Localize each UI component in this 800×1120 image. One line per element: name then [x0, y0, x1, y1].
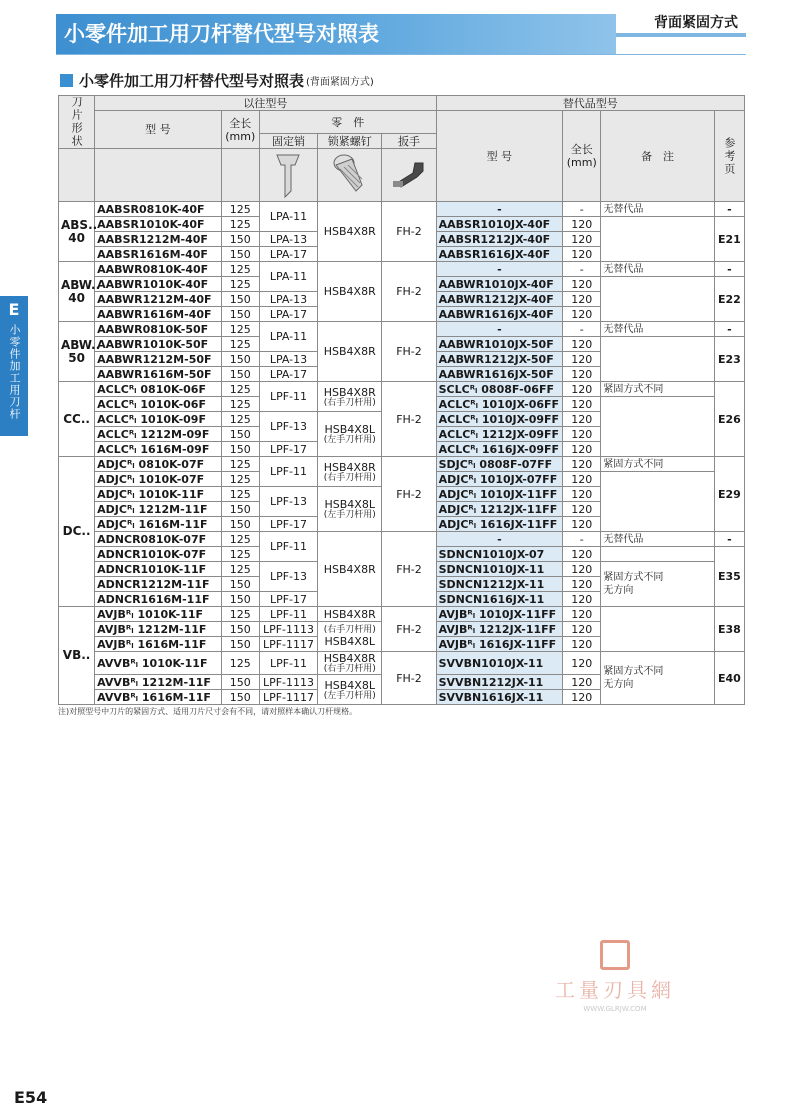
new-length: 120 — [563, 217, 601, 232]
screw-value — [318, 675, 382, 705]
old-length: 150 — [221, 292, 259, 307]
wrench-value: FH-2 — [382, 382, 436, 457]
new-length: 120 — [563, 292, 601, 307]
new-length: 120 — [563, 517, 601, 532]
pin-value: LPF-17 — [259, 517, 317, 532]
old-model: AVJBᴿₗ 1212M-11F — [95, 622, 222, 637]
old-length: 150 — [221, 637, 259, 652]
screw-text: HSB4X8R — [323, 562, 376, 576]
old-length: 150 — [221, 442, 259, 457]
new-length: 120 — [563, 307, 601, 322]
new-length: 120 — [563, 427, 601, 442]
new-model: AVJBᴿₗ 1010JX-11FF — [436, 607, 563, 622]
old-model: ADNCR1010K-11F — [95, 562, 222, 577]
screw-text: HSB4X8L — [324, 634, 375, 648]
old-model: AABWR1010K-50F — [95, 337, 222, 352]
old-model: ADNCR1010K-07F — [95, 547, 222, 562]
new-model: SDJCᴿₗ 0808F-07FF — [436, 457, 563, 472]
screw-text: (右手刀杆用) — [323, 397, 376, 408]
new-model: AABWR1616JX-50F — [436, 367, 563, 382]
old-length: 150 — [221, 690, 259, 705]
screw-value — [318, 622, 382, 652]
new-model: - — [436, 322, 563, 337]
new-model: ACLCᴿₗ 1212JX-09FF — [436, 427, 563, 442]
new-model: SCLCᴿₗ 0808F-06FF — [436, 382, 563, 397]
screw-text: (右手刀杆用) — [323, 664, 376, 674]
old-model: AVJBᴿₗ 1616M-11F — [95, 637, 222, 652]
old-model: ACLCᴿₗ 1010K-06F — [95, 397, 222, 412]
watermark-url: WWW.GLRJW.COM — [583, 1005, 647, 1013]
new-length: - — [563, 262, 601, 277]
new-length: 120 — [563, 232, 601, 247]
side-tab-letter: E — [8, 300, 20, 319]
new-length: 120 — [563, 675, 601, 690]
screw-value — [318, 262, 382, 322]
old-model: ADNCR0810K-07F — [95, 532, 222, 547]
old-length: 125 — [221, 202, 259, 217]
new-model: - — [436, 262, 563, 277]
old-model: AABSR1616M-40F — [95, 247, 222, 262]
new-model: AVJBᴿₗ 1616JX-11FF — [436, 637, 563, 652]
old-length: 150 — [221, 675, 259, 690]
screw-text: HSB4X8R — [323, 607, 376, 621]
new-length: 120 — [563, 397, 601, 412]
table-row — [59, 322, 745, 337]
old-length: 150 — [221, 577, 259, 592]
new-length: - — [563, 532, 601, 547]
new-length: 120 — [563, 487, 601, 502]
old-length: 150 — [221, 232, 259, 247]
wrench-value: FH-2 — [382, 322, 436, 382]
new-length: 120 — [563, 607, 601, 622]
old-length: 125 — [221, 487, 259, 502]
old-model: ACLCᴿₗ 1212M-09F — [95, 427, 222, 442]
header-wrench: 扳手 — [382, 134, 436, 149]
pin-value: LPA-11 — [259, 262, 317, 292]
remark: 无替代品 — [601, 532, 714, 547]
screw-text: HSB4X8R — [323, 225, 376, 238]
old-model: AABSR0810K-40F — [95, 202, 222, 217]
old-length: 125 — [221, 652, 259, 675]
new-model: ACLCᴿₗ 1616JX-09FF — [436, 442, 563, 457]
old-model: AVVBᴿₗ 1010K-11F — [95, 652, 222, 675]
old-model: AABSR1212M-40F — [95, 232, 222, 247]
table-row — [59, 202, 745, 217]
new-length: 120 — [563, 547, 601, 562]
remark: 无替代品 — [601, 262, 714, 277]
old-length: 125 — [221, 562, 259, 577]
remark — [601, 547, 714, 562]
pin-value: LPF-13 — [259, 562, 317, 592]
pin-value: LPF-1117 — [259, 637, 317, 652]
remark — [601, 337, 714, 382]
table-row — [59, 607, 745, 622]
table-row — [59, 382, 745, 397]
remark — [601, 217, 714, 262]
old-length: 125 — [221, 382, 259, 397]
watermark-text: 工量刃具網 — [555, 978, 675, 1002]
header-new-models: 替代品型号 — [436, 96, 744, 111]
header-screw-image — [318, 149, 382, 202]
old-model: ACLCᴿₗ 1616M-09F — [95, 442, 222, 457]
new-length: 120 — [563, 592, 601, 607]
pin-value: LPA-11 — [259, 322, 317, 352]
old-length: 150 — [221, 622, 259, 637]
wrench-value: FH-2 — [382, 262, 436, 322]
new-length: 120 — [563, 637, 601, 652]
table-row — [59, 532, 745, 547]
pin-value: LPF-11 — [259, 607, 317, 622]
screw-text: (右手刀杆用) — [323, 624, 376, 635]
header-length: 全长 (mm) — [221, 111, 259, 149]
blade-group-abw40: ABW.. 40 — [59, 262, 95, 322]
screw-value — [318, 412, 382, 457]
old-length: 125 — [221, 547, 259, 562]
new-length: 120 — [563, 247, 601, 262]
old-model: ADNCR1212M-11F — [95, 577, 222, 592]
new-model: AABWR1212JX-50F — [436, 352, 563, 367]
new-model: SDNCN1010JX-07 — [436, 547, 563, 562]
ref-page: E22 — [714, 277, 744, 322]
ref-page: - — [714, 322, 744, 337]
old-model: ADJCᴿₗ 1010K-07F — [95, 472, 222, 487]
old-length: 125 — [221, 277, 259, 292]
new-model: AABWR1212JX-40F — [436, 292, 563, 307]
header-divider — [56, 54, 746, 55]
old-length: 150 — [221, 247, 259, 262]
page-number: E54 — [14, 1088, 48, 1107]
wrench-icon — [389, 155, 429, 195]
header-remarks: 备 注 — [601, 111, 714, 202]
old-model: AABWR1616M-40F — [95, 307, 222, 322]
ref-page: E21 — [714, 217, 744, 262]
new-length: 120 — [563, 622, 601, 637]
ref-page: E40 — [714, 652, 744, 705]
blade-group-cc: CC.. — [59, 382, 95, 457]
ref-page: E23 — [714, 337, 744, 382]
old-length: 125 — [221, 322, 259, 337]
header-blank — [59, 149, 95, 202]
section-heading — [60, 70, 374, 91]
pin-value: LPF-1113 — [259, 675, 317, 690]
wrench-value: FH-2 — [382, 532, 436, 607]
wrench-value: FH-2 — [382, 607, 436, 652]
ref-page: - — [714, 202, 744, 217]
screw-value — [318, 487, 382, 532]
table-row — [59, 457, 745, 472]
new-model: SVVBN1616JX-11 — [436, 690, 563, 705]
screw-text: HSB4X8L — [324, 678, 375, 692]
ref-page: E26 — [714, 382, 744, 457]
header-length-new: 全长 (mm) — [563, 111, 601, 202]
pin-value: LPF-11 — [259, 457, 317, 487]
old-length: 150 — [221, 367, 259, 382]
old-length: 125 — [221, 607, 259, 622]
screw-value — [318, 457, 382, 487]
section-subtitle: (背面紧固方式) — [306, 77, 374, 88]
old-model: AVVBᴿₗ 1616M-11F — [95, 690, 222, 705]
pin-value: LPF-13 — [259, 487, 317, 517]
remark: 紧固方式不同 无方向 — [601, 562, 714, 607]
screw-value — [318, 652, 382, 675]
old-model: AVJBᴿₗ 1010K-11F — [95, 607, 222, 622]
remark: 紧固方式不同 — [601, 457, 714, 472]
new-model: ADJCᴿₗ 1010JX-11FF — [436, 487, 563, 502]
screw-text: HSB4X8R — [323, 652, 376, 665]
new-model: SDNCN1010JX-11 — [436, 562, 563, 577]
new-model: AABWR1010JX-40F — [436, 277, 563, 292]
screw-text: (右手刀杆用) — [323, 472, 376, 483]
blade-group-dc: DC.. — [59, 457, 95, 607]
header-blank — [221, 149, 259, 202]
pin-value: LPA-13 — [259, 232, 317, 247]
clamp-screw-icon — [330, 151, 370, 199]
old-model: ADJCᴿₗ 0810K-07F — [95, 457, 222, 472]
remark — [601, 277, 714, 322]
new-model: ACLCᴿₗ 1010JX-09FF — [436, 412, 563, 427]
new-model: SVVBN1010JX-11 — [436, 652, 563, 675]
new-model: AABSR1010JX-40F — [436, 217, 563, 232]
new-length: 120 — [563, 652, 601, 675]
new-length: 120 — [563, 472, 601, 487]
pin-value: LPA-17 — [259, 367, 317, 382]
screw-value — [318, 322, 382, 382]
new-model: SDNCN1212JX-11 — [436, 577, 563, 592]
watermark-logo-icon — [600, 940, 630, 970]
section-title: 小零件加工用刀杆替代型号对照表 — [79, 72, 305, 90]
new-model: ADJCᴿₗ 1616JX-11FF — [436, 517, 563, 532]
blade-group-abw50: ABW.. 50 — [59, 322, 95, 382]
ref-page: E35 — [714, 547, 744, 607]
old-length: 125 — [221, 412, 259, 427]
header-parts: 零 件 — [259, 111, 436, 134]
screw-text: HSB4X8R — [323, 285, 376, 298]
new-length: 120 — [563, 367, 601, 382]
old-model: AABWR0810K-40F — [95, 262, 222, 277]
old-model: ADNCR1616M-11F — [95, 592, 222, 607]
comparison-table — [58, 95, 745, 705]
screw-text: HSB4X8L — [324, 498, 375, 511]
old-model: AABWR1616M-50F — [95, 367, 222, 382]
old-length: 125 — [221, 337, 259, 352]
screw-text: (左手刀杆用) — [323, 435, 376, 445]
table-row — [59, 652, 745, 675]
ref-page: - — [714, 262, 744, 277]
old-model: ADJCᴿₗ 1212M-11F — [95, 502, 222, 517]
screw-text: (左手刀杆用) — [323, 690, 376, 701]
old-model: ACLCᴿₗ 1010K-09F — [95, 412, 222, 427]
old-length: 150 — [221, 427, 259, 442]
new-length: 120 — [563, 562, 601, 577]
header-pin-image — [259, 149, 317, 202]
old-length: 150 — [221, 307, 259, 322]
blade-group-abs: ABS.. 40 — [59, 202, 95, 262]
new-model: SDNCN1616JX-11 — [436, 592, 563, 607]
new-length: - — [563, 322, 601, 337]
screw-text: HSB4X8R — [323, 385, 376, 399]
header-ref-page: 参考页 — [714, 111, 744, 202]
new-model: AABSR1212JX-40F — [436, 232, 563, 247]
new-length: 120 — [563, 337, 601, 352]
old-model: ACLCᴿₗ 0810K-06F — [95, 382, 222, 397]
header-screw: 锁紧螺钉 — [318, 134, 382, 149]
pin-value: LPA-17 — [259, 247, 317, 262]
screw-text: HSB4X8L — [324, 423, 375, 436]
header-pin: 固定销 — [259, 134, 317, 149]
screw-value — [318, 202, 382, 262]
old-length: 150 — [221, 502, 259, 517]
pin-value: LPF-1113 — [259, 622, 317, 637]
old-model: AABWR1212M-50F — [95, 352, 222, 367]
page-title: 小零件加工用刀杆替代型号对照表 — [64, 22, 379, 46]
new-model: ADJCᴿₗ 1010JX-07FF — [436, 472, 563, 487]
wrench-value: FH-2 — [382, 202, 436, 262]
old-model: AVVBᴿₗ 1212M-11F — [95, 675, 222, 690]
footnote: 注)对照型号中刀片的紧固方式、适用刀片尺寸会有不同，请对照样本确认刀杆规格。 — [58, 707, 358, 716]
remark: 无替代品 — [601, 322, 714, 337]
watermark — [540, 940, 690, 1013]
new-model: AABWR1010JX-50F — [436, 337, 563, 352]
new-length: 120 — [563, 502, 601, 517]
new-model: AABWR1616JX-40F — [436, 307, 563, 322]
side-tab-text: 小零件加工用刀杆 — [8, 324, 21, 420]
new-length: - — [563, 202, 601, 217]
wrench-value: FH-2 — [382, 457, 436, 532]
new-model: AVJBᴿₗ 1212JX-11FF — [436, 622, 563, 637]
old-length: 125 — [221, 472, 259, 487]
pin-value: LPF-11 — [259, 532, 317, 562]
section-square-icon — [60, 74, 73, 87]
new-length: 120 — [563, 277, 601, 292]
header-category-label: 背面紧固方式 — [654, 15, 738, 31]
blade-group-vb: VB.. — [59, 607, 95, 705]
ref-page: E29 — [714, 457, 744, 532]
pin-value: LPA-13 — [259, 352, 317, 367]
screw-value — [318, 607, 382, 622]
remark — [601, 607, 714, 652]
remark — [601, 397, 714, 457]
old-length: 125 — [221, 457, 259, 472]
remark: 紧固方式不同 — [601, 382, 714, 397]
remark — [601, 472, 714, 532]
ref-page: E38 — [714, 607, 744, 652]
old-length: 150 — [221, 592, 259, 607]
new-length: 120 — [563, 382, 601, 397]
new-length: 120 — [563, 577, 601, 592]
screw-value — [318, 532, 382, 607]
pin-value: LPF-11 — [259, 652, 317, 675]
pin-value: LPF-1117 — [259, 690, 317, 705]
pin-value: LPF-17 — [259, 592, 317, 607]
header-wrench-image — [382, 149, 436, 202]
screw-text: HSB4X8R — [323, 345, 376, 358]
old-length: 150 — [221, 517, 259, 532]
remark: 紧固方式不同 无方向 — [601, 652, 714, 705]
old-model: ADJCᴿₗ 1616M-11F — [95, 517, 222, 532]
new-length: 120 — [563, 412, 601, 427]
old-model: AABWR1212M-40F — [95, 292, 222, 307]
table-row — [59, 262, 745, 277]
header-blade-type: 刀片形状 — [59, 96, 95, 149]
ref-page: - — [714, 532, 744, 547]
new-model: SVVBN1212JX-11 — [436, 675, 563, 690]
old-model: AABWR1010K-40F — [95, 277, 222, 292]
header-accent-line — [616, 33, 746, 37]
old-model: ADJCᴿₗ 1010K-11F — [95, 487, 222, 502]
new-model: - — [436, 202, 563, 217]
pin-value: LPF-17 — [259, 442, 317, 457]
header-bar — [0, 0, 800, 56]
old-length: 125 — [221, 217, 259, 232]
header-model: 型 号 — [95, 111, 222, 149]
screw-text: HSB4X8R — [323, 460, 376, 474]
old-length: 125 — [221, 262, 259, 277]
old-model: AABWR0810K-50F — [95, 322, 222, 337]
new-length: 120 — [563, 690, 601, 705]
old-model: AABSR1010K-40F — [95, 217, 222, 232]
pin-value: LPA-17 — [259, 307, 317, 322]
remark: 无替代品 — [601, 202, 714, 217]
fixing-pin-icon — [273, 151, 303, 199]
header-model-new: 型 号 — [436, 111, 563, 202]
header-old-models: 以往型号 — [95, 96, 436, 111]
new-model: - — [436, 532, 563, 547]
screw-value — [318, 382, 382, 412]
new-model: AABSR1616JX-40F — [436, 247, 563, 262]
new-length: 120 — [563, 352, 601, 367]
wrench-value: FH-2 — [382, 652, 436, 705]
old-length: 150 — [221, 352, 259, 367]
new-length: 120 — [563, 457, 601, 472]
screw-text: (左手刀杆用) — [323, 510, 376, 520]
pin-value: LPF-11 — [259, 382, 317, 412]
pin-value: LPA-13 — [259, 292, 317, 307]
new-model: ADJCᴿₗ 1212JX-11FF — [436, 502, 563, 517]
new-length: 120 — [563, 442, 601, 457]
new-model: ACLCᴿₗ 1010JX-06FF — [436, 397, 563, 412]
header-blank — [95, 149, 222, 202]
old-length: 125 — [221, 397, 259, 412]
pin-value: LPF-13 — [259, 412, 317, 442]
old-length: 125 — [221, 532, 259, 547]
pin-value: LPA-11 — [259, 202, 317, 232]
